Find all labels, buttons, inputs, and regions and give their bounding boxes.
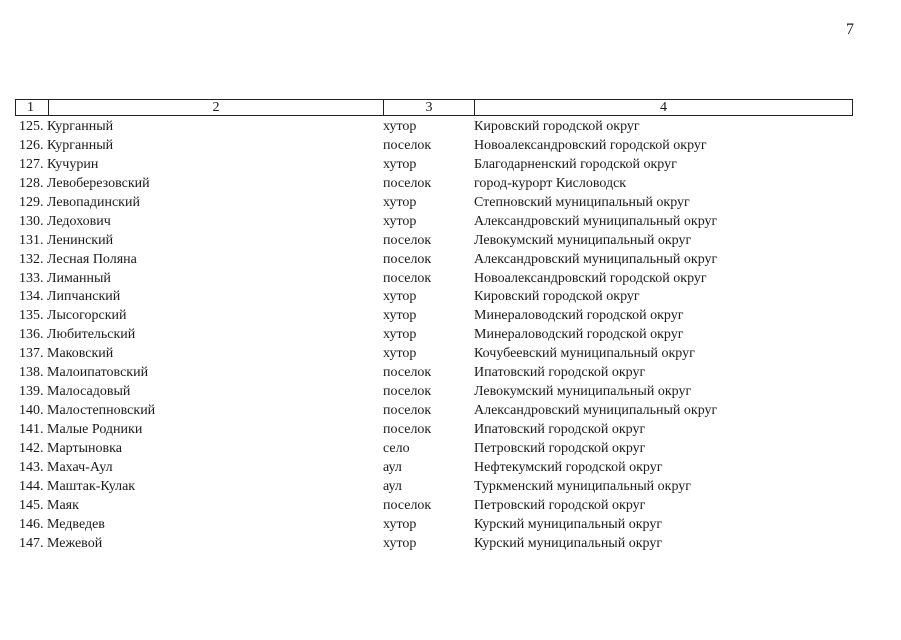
district-name: Кировский городской округ [474, 119, 640, 134]
table-row [0, 345, 901, 364]
settlement-name: 147. Межевой [19, 535, 103, 551]
settlement-type: хутор [383, 119, 417, 134]
table-row [0, 175, 901, 194]
settlement-type: хутор [383, 156, 417, 172]
settlement-type: хутор [383, 535, 417, 551]
settlement-type: поселок [383, 232, 432, 248]
district-name: Ипатовский городской округ [474, 365, 646, 381]
district-name: Новоалександровский городской округ [474, 270, 707, 286]
settlement-name: 137. Маковский [19, 346, 114, 362]
district-name: Нефтекумский городской округ [474, 459, 663, 475]
header-col-4: 4 [474, 100, 852, 115]
settlement-name: 126. Курганный [19, 137, 114, 153]
district-name: Степновский муниципальный округ [474, 194, 690, 210]
settlement-type: хутор [383, 289, 417, 305]
settlement-type: хутор [383, 327, 417, 343]
table-row [0, 156, 901, 175]
settlement-name: 136. Любительский [19, 327, 136, 343]
table-row [0, 213, 901, 232]
district-name: Ипатовский городской округ [474, 422, 646, 437]
district-name: Кировский городской округ [474, 289, 640, 305]
table-row [0, 270, 901, 289]
district-name: Левокумский муниципальный округ [474, 232, 692, 248]
table-row [0, 118, 901, 137]
table-row [0, 516, 901, 535]
page-number: 7 [846, 21, 854, 38]
settlement-name: 138. Малоипатовский [19, 365, 149, 381]
settlement-type: хутор [383, 213, 417, 229]
settlement-name: 141. Малые Родники [19, 422, 143, 437]
settlement-name: 139. Малосадовый [19, 384, 131, 400]
settlement-type: аул [383, 459, 402, 475]
table-row [0, 137, 901, 156]
settlement-name: 133. Лиманный [19, 270, 111, 286]
district-name: Александровский муниципальный округ [474, 213, 718, 229]
settlement-type: хутор [383, 516, 417, 532]
settlement-name: 125. Курганный [19, 119, 114, 134]
settlement-type: поселок [383, 251, 432, 267]
settlement-name: 128. Левоберезовский [19, 175, 150, 191]
table-row [0, 307, 901, 326]
table-row [0, 402, 901, 421]
settlement-type: хутор [383, 346, 417, 362]
district-name: Петровский городской округ [474, 440, 646, 456]
table-row [0, 497, 901, 516]
district-name: Новоалександровский городской округ [474, 137, 707, 153]
settlement-name: 144. Маштак-Кулак [19, 478, 136, 494]
header-col-2: 2 [48, 100, 383, 115]
district-name: Минераловодский городской округ [474, 327, 684, 343]
header-col-3: 3 [383, 100, 474, 115]
table-row [0, 194, 901, 213]
table-row [0, 459, 901, 478]
settlement-name: 131. Ленинский [19, 232, 114, 248]
settlement-type: поселок [383, 422, 432, 437]
district-name: Курский муниципальный округ [474, 535, 663, 551]
district-name: город-курорт Кисловодск [474, 175, 627, 191]
settlement-type: поселок [383, 270, 432, 286]
table-row [0, 288, 901, 307]
settlement-type: поселок [383, 403, 432, 419]
settlement-name: 132. Лесная Поляна [19, 251, 137, 267]
district-name: Левокумский муниципальный округ [474, 384, 692, 400]
table-row [0, 478, 901, 497]
settlement-type: поселок [383, 137, 432, 153]
district-name: Кочубеевский муниципальный округ [474, 346, 695, 362]
table-row [0, 440, 901, 459]
district-name: Александровский муниципальный округ [474, 403, 718, 419]
settlement-type: село [383, 440, 410, 456]
settlement-type: хутор [383, 308, 417, 324]
settlement-type: поселок [383, 175, 432, 191]
settlement-name: 135. Лысогорский [19, 308, 127, 324]
table-row [0, 364, 901, 383]
settlement-type: хутор [383, 194, 417, 210]
table-row [0, 421, 901, 440]
district-name: Благодарненский городской округ [474, 156, 677, 172]
settlement-name: 142. Мартыновка [19, 440, 122, 456]
table-body [0, 118, 901, 554]
table-row [0, 383, 901, 402]
table-header [15, 99, 853, 116]
settlement-name: 146. Медведев [19, 516, 105, 532]
settlement-name: 145. Маяк [19, 497, 79, 513]
table-row [0, 251, 901, 270]
settlement-name: 140. Малостепновский [19, 403, 156, 419]
district-name: Минераловодский городской округ [474, 308, 684, 324]
settlement-type: поселок [383, 497, 432, 513]
settlement-type: аул [383, 478, 402, 494]
table-row [0, 232, 901, 251]
district-name: Петровский городской округ [474, 497, 646, 513]
district-name: Александровский муниципальный округ [474, 251, 718, 267]
table-row [0, 326, 901, 345]
settlement-type: поселок [383, 384, 432, 400]
settlement-type: поселок [383, 365, 432, 381]
settlement-name: 130. Ледохович [19, 213, 111, 229]
settlement-name: 143. Махач-Аул [19, 459, 113, 475]
district-name: Курский муниципальный округ [474, 516, 663, 532]
district-name: Туркменский муниципальный округ [474, 478, 691, 494]
header-col-1: 1 [27, 100, 34, 115]
table-row [0, 535, 901, 554]
settlement-name: 129. Левопадинский [19, 194, 140, 210]
settlement-name: 127. Кучурин [19, 156, 99, 172]
settlement-name: 134. Липчанский [19, 289, 121, 305]
